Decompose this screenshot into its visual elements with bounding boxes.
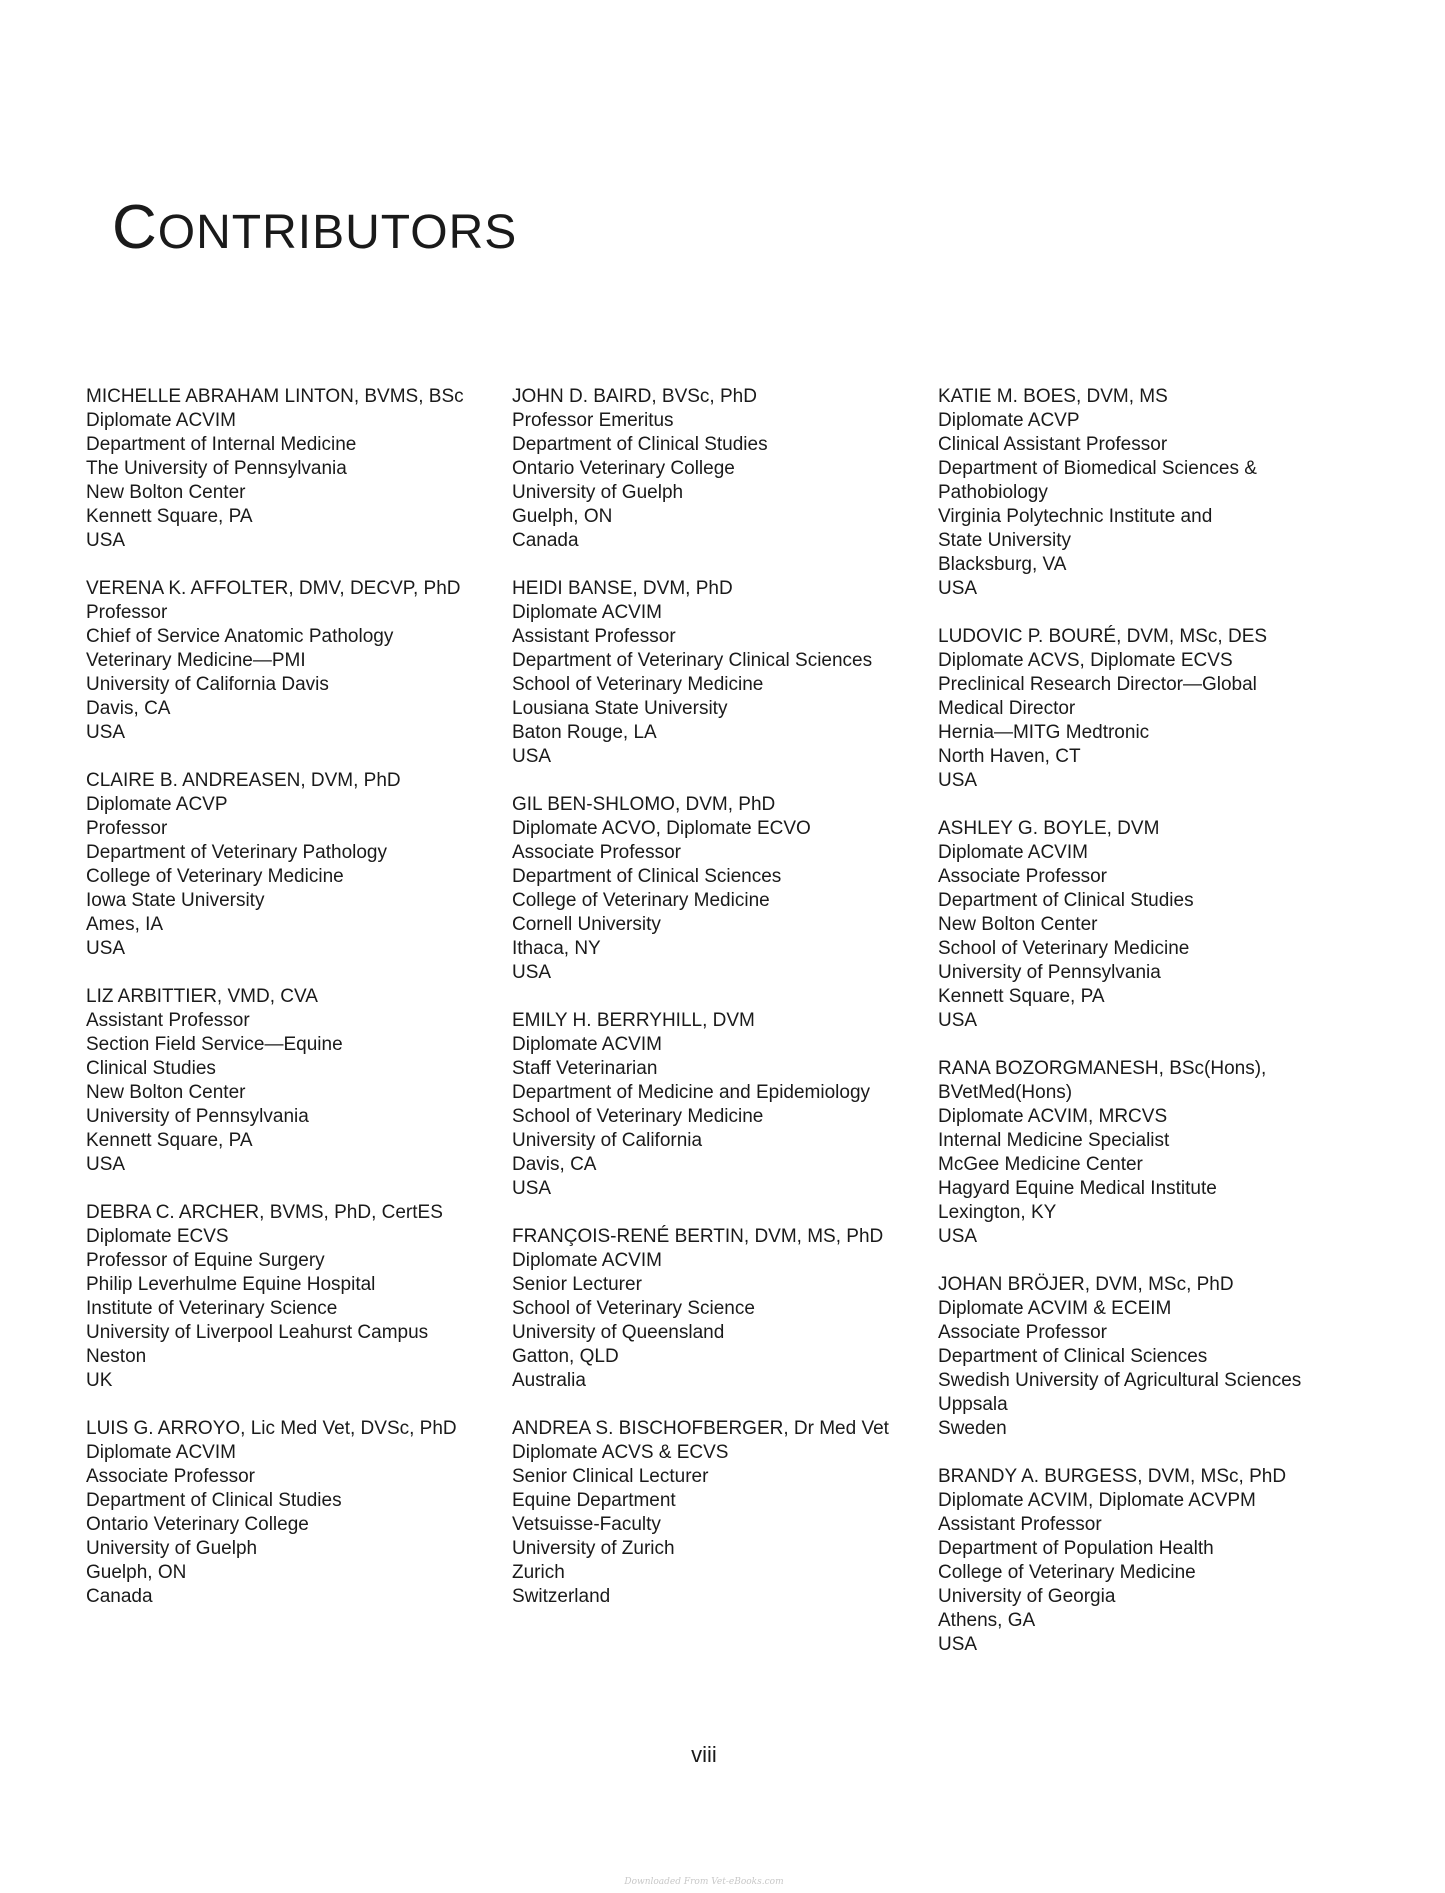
contributor-affiliation-line: Equine Department [512, 1490, 676, 1511]
contributor-affiliation-line: Clinical Studies [86, 1058, 216, 1079]
contributor-name: LUDOVIC P. BOURÉ, DVM, MSc, DES [938, 626, 1268, 647]
contributor-affiliation-line: Lexington, KY [938, 1202, 1057, 1223]
contributor-affiliation-line: Diplomate ACVIM [86, 1442, 236, 1463]
contributor-affiliation-line: Virginia Polytechnic Institute and [938, 506, 1213, 527]
contributor-affiliation-line: Cornell University [512, 914, 661, 935]
contributor-affiliation-line: Staff Veterinarian [512, 1058, 658, 1079]
contributor-name: DEBRA C. ARCHER, BVMS, PhD, CertES [86, 1202, 443, 1223]
contributor-entry [86, 1417, 496, 1609]
contributor-affiliation-line: McGee Medicine Center [938, 1154, 1143, 1175]
contributor-affiliation-line: Zurich [512, 1562, 565, 1583]
contributor-affiliation-line: Department of Internal Medicine [86, 434, 357, 455]
contributor-affiliation-line: USA [512, 962, 552, 983]
contributor-affiliation-line: Canada [512, 530, 579, 551]
contributor-affiliation-line: Section Field Service—Equine [86, 1034, 343, 1055]
contributor-affiliation-line: Diplomate ACVP [938, 410, 1080, 431]
contributor-affiliation-line: Department of Clinical Studies [938, 890, 1194, 911]
contributor-affiliation-line: Assistant Professor [512, 626, 676, 647]
contributor-affiliation-line: Internal Medicine Specialist [938, 1130, 1170, 1151]
contributor-affiliation-line: State University [938, 530, 1072, 551]
contributor-entry [86, 385, 496, 553]
contributor-affiliation-line: Neston [86, 1346, 147, 1367]
page-title: CONTRIBUTORS [112, 193, 518, 262]
contributor-affiliation-line: Gatton, QLD [512, 1346, 619, 1367]
contributor-affiliation-line: USA [512, 1178, 552, 1199]
contributor-affiliation-line: New Bolton Center [938, 914, 1098, 935]
contributor-affiliation-line: University of Georgia [938, 1586, 1116, 1607]
contributor-affiliation-line: Ontario Veterinary College [512, 458, 735, 479]
contributor-affiliation-line: Department of Veterinary Pathology [86, 842, 388, 863]
contributor-affiliation-line: USA [86, 1154, 126, 1175]
contributor-affiliation-line: Professor Emeritus [512, 410, 674, 431]
contributor-affiliation-line: Vetsuisse-Faculty [512, 1514, 661, 1535]
contributor-affiliation-line: UK [86, 1370, 113, 1391]
contributor-affiliation-line: Swedish University of Agricultural Sciences [938, 1370, 1302, 1391]
contributor-affiliation-line: Chief of Service Anatomic Pathology [86, 626, 394, 647]
contributor-affiliation-line: Philip Leverhulme Equine Hospital [86, 1274, 376, 1295]
contributor-affiliation-line: Diplomate ACVIM, Diplomate ACVPM [938, 1490, 1256, 1511]
contributor-affiliation-line: Department of Clinical Sciences [512, 866, 782, 887]
contributor-affiliation-line: Institute of Veterinary Science [86, 1298, 338, 1319]
contributor-entry [512, 385, 932, 553]
contributor-affiliation-line: Kennett Square, PA [938, 986, 1105, 1007]
contributors-column-1 [86, 385, 496, 1633]
contributor-name: ASHLEY G. BOYLE, DVM [938, 818, 1160, 839]
contributor-affiliation-line: USA [512, 746, 552, 767]
contributor-affiliation-line: Assistant Professor [938, 1514, 1102, 1535]
contributor-affiliation-line: Diplomate ACVIM [86, 410, 236, 431]
contributor-entry [512, 1225, 932, 1393]
contributor-affiliation-line: Diplomate ACVIM [512, 1034, 662, 1055]
contributor-affiliation-line: Diplomate ECVS [86, 1226, 229, 1247]
contributor-name: LIZ ARBITTIER, VMD, CVA [86, 986, 318, 1007]
contributor-affiliation-line: Department of Veterinary Clinical Sciences [512, 650, 873, 671]
contributor-affiliation-line: Professor [86, 602, 168, 623]
contributor-affiliation-line: University of Liverpool Leahurst Campus [86, 1322, 429, 1343]
contributor-affiliation-line: School of Veterinary Medicine [938, 938, 1190, 959]
contributor-affiliation-line: Diplomate ACVIM, MRCVS [938, 1106, 1168, 1127]
contributor-affiliation-line: Ithaca, NY [512, 938, 601, 959]
contributor-affiliation-line: University of Guelph [86, 1538, 258, 1559]
contributor-entry [512, 793, 932, 985]
contributor-affiliation-line: North Haven, CT [938, 746, 1081, 767]
contributor-name: BRANDY A. BURGESS, DVM, MSc, PhD [938, 1466, 1287, 1487]
contributor-affiliation-line: Guelph, ON [512, 506, 613, 527]
contributor-affiliation-line: Department of Population Health [938, 1538, 1214, 1559]
contributor-affiliation-line: Baton Rouge, LA [512, 722, 657, 743]
contributor-affiliation-line: Assistant Professor [86, 1010, 250, 1031]
contributor-name: JOHN D. BAIRD, BVSc, PhD [512, 386, 757, 407]
contributor-affiliation-line: Preclinical Research Director—Global [938, 674, 1257, 695]
contributor-entry [512, 1009, 932, 1201]
contributor-affiliation-line: USA [86, 722, 126, 743]
contributor-affiliation-line: Ames, IA [86, 914, 164, 935]
contributor-affiliation-line: New Bolton Center [86, 482, 246, 503]
contributor-affiliation-line: College of Veterinary Medicine [512, 890, 770, 911]
contributors-column-3 [938, 385, 1358, 1681]
contributor-affiliation-line: Department of Clinical Studies [86, 1490, 342, 1511]
contributor-affiliation-line: Diplomate ACVIM [938, 842, 1088, 863]
contributor-affiliation-line: Medical Director [938, 698, 1076, 719]
contributor-entry [938, 1465, 1358, 1657]
contributor-affiliation-line: Davis, CA [512, 1154, 597, 1175]
contributor-affiliation-line: School of Veterinary Science [512, 1298, 755, 1319]
contributor-name: FRANÇOIS-RENÉ BERTIN, DVM, MS, PhD [512, 1226, 884, 1247]
contributor-affiliation-line: Department of Medicine and Epidemiology [512, 1082, 871, 1103]
contributor-affiliation-line: Department of Biomedical Sciences & [938, 458, 1257, 479]
contributor-affiliation-line: Hagyard Equine Medical Institute [938, 1178, 1217, 1199]
contributor-affiliation-line: University of Zurich [512, 1538, 675, 1559]
contributor-affiliation-line: Professor [86, 818, 168, 839]
contributor-entry [938, 625, 1358, 793]
contributor-affiliation-line: USA [938, 770, 978, 791]
page-number: viii [691, 1742, 717, 1767]
contributor-name: KATIE M. BOES, DVM, MS [938, 386, 1168, 407]
contributor-affiliation-line: Department of Clinical Studies [512, 434, 768, 455]
contributor-affiliation-line: University of Guelph [512, 482, 684, 503]
contributor-affiliation-line: Diplomate ACVS & ECVS [512, 1442, 729, 1463]
contributor-affiliation-line: Blacksburg, VA [938, 554, 1067, 575]
contributor-affiliation-line: School of Veterinary Medicine [512, 1106, 764, 1127]
contributor-affiliation-line: University of California Davis [86, 674, 329, 695]
contributor-affiliation-line: Clinical Assistant Professor [938, 434, 1168, 455]
contributor-affiliation-line: College of Veterinary Medicine [938, 1562, 1196, 1583]
contributor-name: RANA BOZORGMANESH, BSc(Hons), [938, 1058, 1267, 1079]
contributor-affiliation-line: University of Pennsylvania [938, 962, 1161, 983]
contributor-entry [86, 1201, 496, 1393]
contributor-name: CLAIRE B. ANDREASEN, DVM, PhD [86, 770, 401, 791]
contributor-name: JOHAN BRÖJER, DVM, MSc, PhD [938, 1274, 1234, 1295]
contributor-affiliation-line: Ontario Veterinary College [86, 1514, 309, 1535]
contributor-affiliation-line: Professor of Equine Surgery [86, 1250, 325, 1271]
contributor-name: LUIS G. ARROYO, Lic Med Vet, DVSc, PhD [86, 1418, 457, 1439]
contributor-affiliation-line: Diplomate ACVS, Diplomate ECVS [938, 650, 1233, 671]
contributor-affiliation-line: Iowa State University [86, 890, 265, 911]
contributor-affiliation-line: Pathobiology [938, 482, 1048, 503]
contributor-affiliation-line: Diplomate ACVO, Diplomate ECVO [512, 818, 811, 839]
contributor-name: EMILY H. BERRYHILL, DVM [512, 1010, 755, 1031]
contributor-affiliation-line: Diplomate ACVP [86, 794, 228, 815]
contributor-affiliation-line: Hernia—MITG Medtronic [938, 722, 1150, 743]
contributor-affiliation-line: University of Pennsylvania [86, 1106, 309, 1127]
contributor-affiliation-line: Department of Clinical Sciences [938, 1346, 1208, 1367]
contributor-affiliation-line: Senior Lecturer [512, 1274, 642, 1295]
contributor-affiliation-line: School of Veterinary Medicine [512, 674, 764, 695]
contributor-entry [512, 577, 932, 769]
contributor-name: ANDREA S. BISCHOFBERGER, Dr Med Vet [512, 1418, 889, 1439]
contributor-affiliation-line: Sweden [938, 1418, 1007, 1439]
contributor-entry [86, 769, 496, 961]
contributor-affiliation-line: New Bolton Center [86, 1082, 246, 1103]
contributor-entry [86, 985, 496, 1177]
contributor-affiliation-line: Uppsala [938, 1394, 1008, 1415]
contributor-affiliation-line: Davis, CA [86, 698, 171, 719]
contributor-affiliation-line: The University of Pennsylvania [86, 458, 347, 479]
contributor-entry [938, 385, 1358, 601]
contributor-affiliation-line: USA [938, 1634, 978, 1655]
contributor-affiliation-line: Lousiana State University [512, 698, 728, 719]
contributor-entry [938, 1057, 1358, 1249]
contributor-affiliation-line: Canada [86, 1586, 153, 1607]
contributor-entry [86, 577, 496, 745]
download-footer-note: Downloaded From Vet-eBooks.com [624, 1877, 784, 1887]
contributor-entry [938, 1273, 1358, 1441]
contributor-affiliation-line: USA [86, 530, 126, 551]
contributor-affiliation-line: Guelph, ON [86, 1562, 187, 1583]
contributor-affiliation-line: USA [938, 578, 978, 599]
contributor-name: MICHELLE ABRAHAM LINTON, BVMS, BSc [86, 386, 464, 407]
contributor-affiliation-line: Senior Clinical Lecturer [512, 1466, 709, 1487]
contributor-affiliation-line: University of California [512, 1130, 703, 1151]
contributor-name: GIL BEN-SHLOMO, DVM, PhD [512, 794, 776, 815]
contributor-affiliation-line: Diplomate ACVIM [512, 1250, 662, 1271]
contributors-column-2 [512, 385, 932, 1633]
contributor-affiliation-line: Associate Professor [86, 1466, 255, 1487]
contributor-affiliation-line: Associate Professor [512, 842, 681, 863]
contributor-affiliation-line: College of Veterinary Medicine [86, 866, 344, 887]
contributor-affiliation-line: Diplomate ACVIM & ECEIM [938, 1298, 1172, 1319]
contributor-entry [512, 1417, 932, 1609]
contributor-affiliation-line: Diplomate ACVIM [512, 602, 662, 623]
contributor-affiliation-line: BVetMed(Hons) [938, 1082, 1073, 1103]
contributor-affiliation-line: Associate Professor [938, 866, 1107, 887]
contributor-affiliation-line: USA [86, 938, 126, 959]
contributor-affiliation-line: USA [938, 1226, 978, 1247]
contributor-affiliation-line: Kennett Square, PA [86, 1130, 253, 1151]
contributor-affiliation-line: University of Queensland [512, 1322, 725, 1343]
contributor-affiliation-line: Athens, GA [938, 1610, 1036, 1631]
contributor-affiliation-line: Switzerland [512, 1586, 611, 1607]
contributor-affiliation-line: Associate Professor [938, 1322, 1107, 1343]
contributor-affiliation-line: Kennett Square, PA [86, 506, 253, 527]
contributor-name: HEIDI BANSE, DVM, PhD [512, 578, 733, 599]
contributor-affiliation-line: Veterinary Medicine—PMI [86, 650, 306, 671]
contributor-affiliation-line: USA [938, 1010, 978, 1031]
contributor-name: VERENA K. AFFOLTER, DMV, DECVP, PhD [86, 578, 461, 599]
contributor-affiliation-line: Australia [512, 1370, 586, 1391]
contributor-entry [938, 817, 1358, 1033]
